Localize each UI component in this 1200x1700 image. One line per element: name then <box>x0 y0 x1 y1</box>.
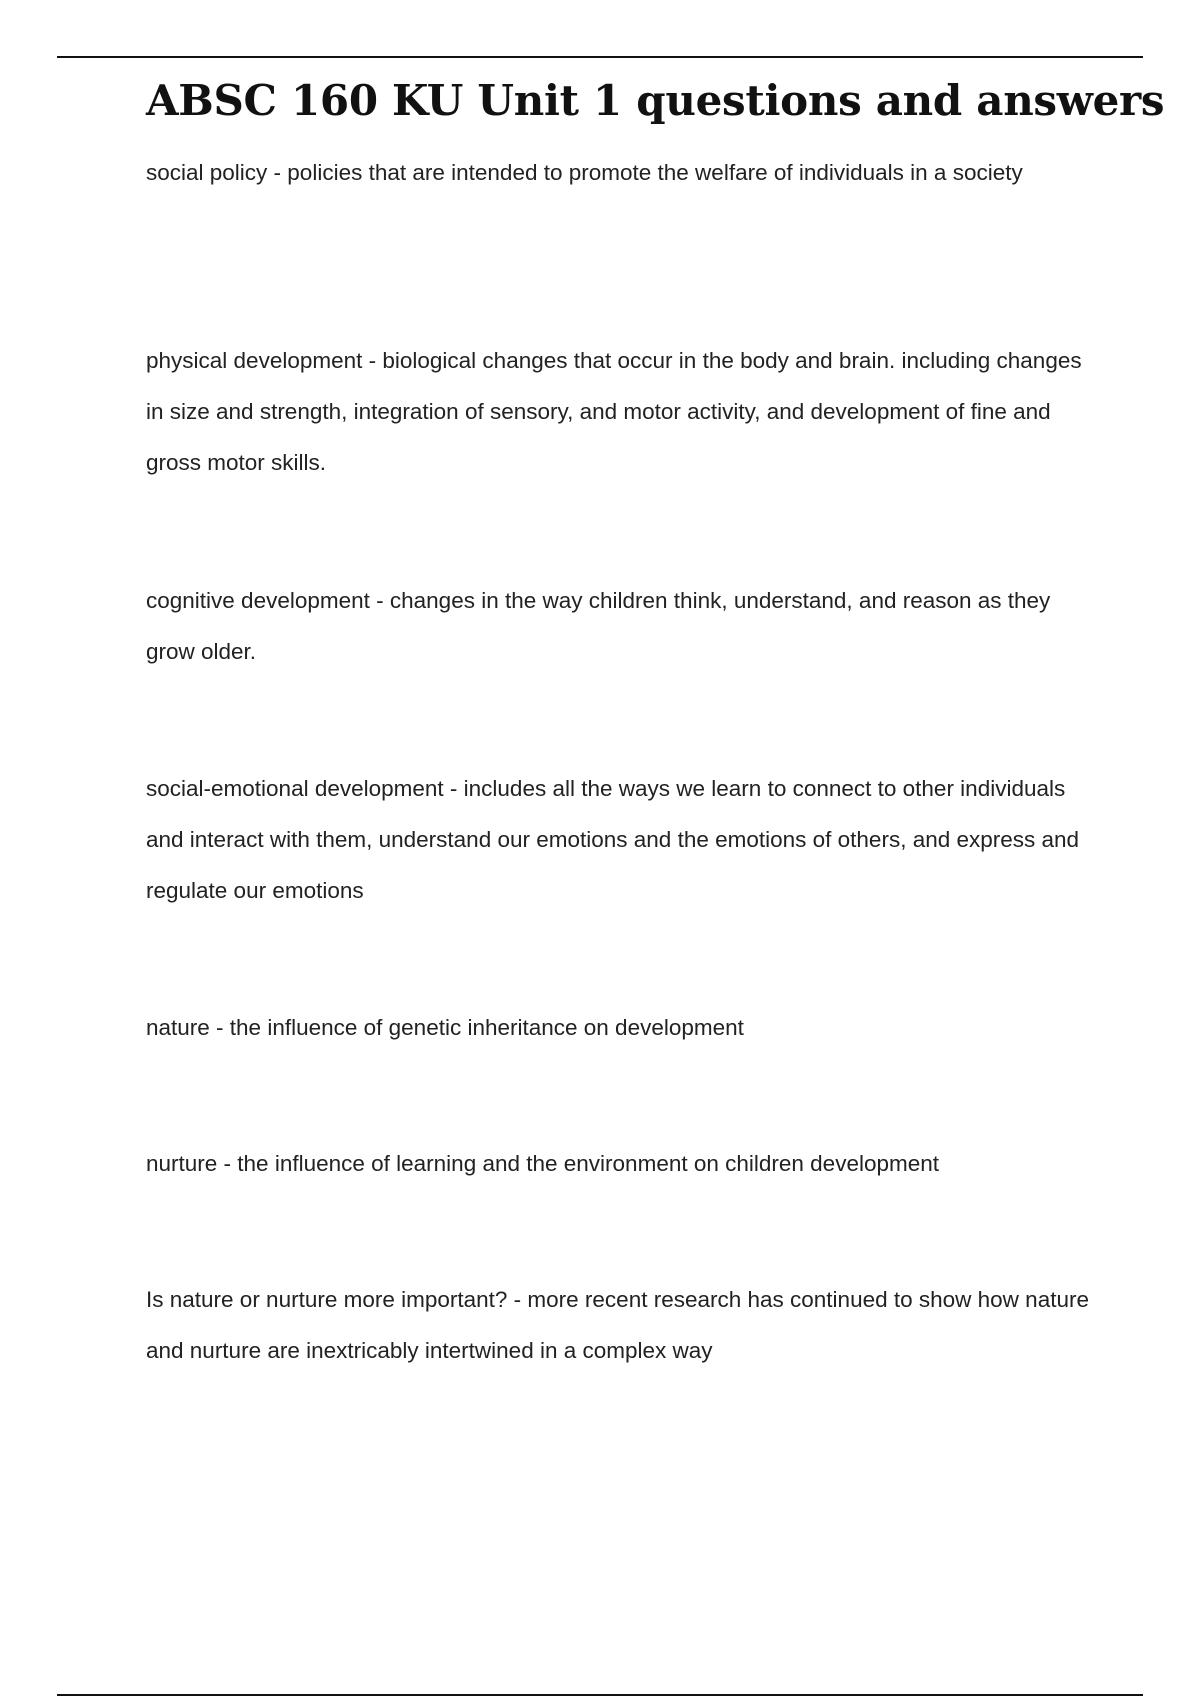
bottom-divider <box>57 1694 1143 1696</box>
page-title: ABSC 160 KU Unit 1 questions and answers <box>146 76 1165 125</box>
qa-entry: social-emotional development - includes all the ways we learn to connect to other individuals and interact with them, understand our emotions and the emotions of others, and express and regulate our emotions <box>146 776 1080 903</box>
qa-entry: cognitive development - changes in the way children think, understand, and reason as they grow older. <box>146 588 1051 664</box>
top-divider <box>57 56 1143 58</box>
qa-entry: social policy - policies that are intended to promote the welfare of individuals in a society <box>146 160 1023 185</box>
qa-entry: nature - the influence of genetic inheritance on development <box>146 1015 744 1040</box>
qa-entry: physical development - biological changes that occur in the body and brain. including changes in size and strength, integration of sensory, and motor activity, and development of fine and gross motor skills. <box>146 348 1082 475</box>
qa-entry: Is nature or nurture more important? - more recent research has continued to show how nature and nurture are inextricably intertwined in a complex way <box>146 1287 1089 1363</box>
qa-entry: nurture - the influence of learning and the environment on children development <box>146 1151 940 1176</box>
